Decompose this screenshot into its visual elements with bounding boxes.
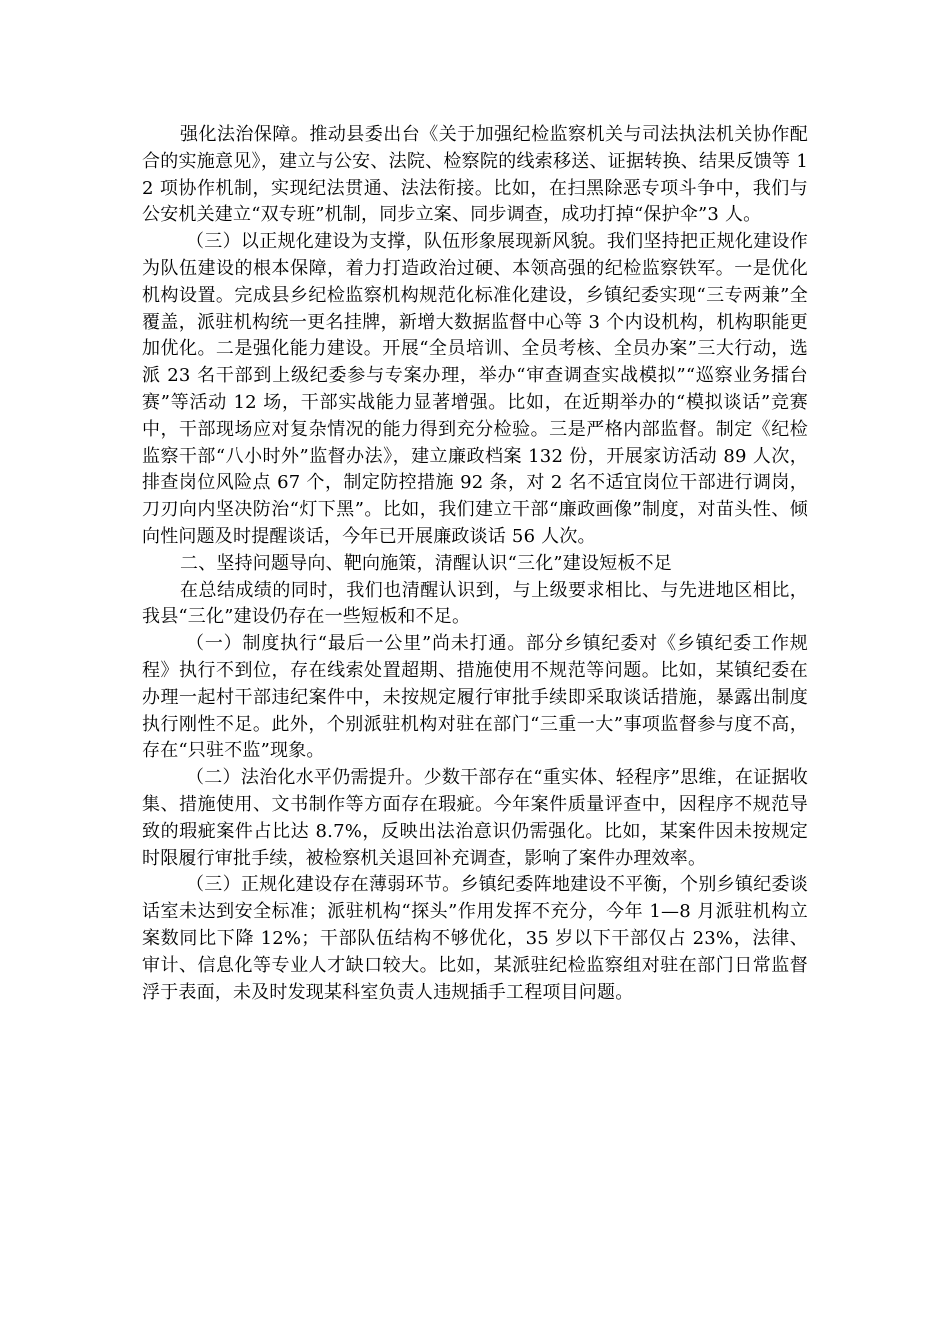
- paragraph-legal-guarantee: 强化法治保障。推动县委出台《关于加强纪检监察机关与司法执法机关协作配合的实施意见》，建立与公安、法院、检察院的线索移送、证据转换、结果反馈等 12 项协作机制，实现纪法贯通、法法衔接。比如，在扫黑除恶专项斗争中，我们与公安机关建立“双专班”机制，同步立案、同步调查，成功打掉“保护伞”3 人。: [142, 124, 808, 226]
- paragraph-institutional-execution: （一）制度执行“最后一公里”尚未打通。部分乡镇纪委对《乡镇纪委工作规程》执行不到位，存在线索处置超期、措施使用不规范等问题。比如，某镇纪委在办理一起村干部违纪案件中，未按规定履行审批手续即采取谈话措施，暴露出制度执行刚性不足。此外，个别派驻机构对驻在部门“三重一大”事项监督参与度不高，存在“只驻不监”现象。: [142, 633, 808, 762]
- paragraph-summary-shortcomings: 在总结成绩的同时，我们也清醒认识到，与上级要求相比、与先进地区相比，我县“三化”建设仍存在一些短板和不足。: [142, 579, 808, 628]
- paragraph-rule-of-law: （二）法治化水平仍需提升。少数干部存在“重实体、轻程序”思维，在证据收集、措施使用、文书制作等方面存在瑕疵。今年案件质量评查中，因程序不规范导致的瑕疵案件占比达 8.7%，反映出法治意识仍需强化。比如，某案件因未按规定时限履行审批手续，被检察机关退回补充调查，影响了案件办理效率。: [142, 767, 808, 869]
- paragraph-regularization: （三）以正规化建设为支撑，队伍形象展现新风貌。我们坚持把正规化建设作为队伍建设的根本保障，着力打造政治过硬、本领高强的纪检监察铁军。一是优化机构设置。完成县乡纪检监察机构规范化标准化建设，乡镇纪委实现“三专两兼”全覆盖，派驻机构统一更名挂牌，新增大数据监督中心等 3 个内设机构，机构职能更加优化。二是强化能力建设。开展“全员培训、全员考核、全员办案”三大行动，选派 23 名干部到上级纪委参与专案办理，举办“审查调查实战模拟”“巡察业务擂台赛”等活动 12 场，干部实战能力显著增强。比如，在近期举办的“模拟谈话”竞赛中，干部现场应对复杂情况的能力得到充分检验。三是严格内部监督。制定《纪检监察干部“八小时外”监督办法》，建立廉政档案 132 份，开展家访活动 89 人次，排查岗位风险点 67 个，制定防控措施 92 条，对 2 名不适宜岗位干部进行调岗，刀刃向内坚决防治“灯下黑”。比如，我们建立干部“廉政画像”制度，对苗头性、倾向性问题及时提醒谈话，今年已开展廉政谈话 56 人次。: [142, 231, 808, 547]
- paragraph-weak-links: （三）正规化建设存在薄弱环节。乡镇纪委阵地建设不平衡，个别乡镇纪委谈话室未达到安全标准；派驻机构“探头”作用发挥不充分，今年 1—8 月派驻机构立案数同比下降 12%；干部队伍结构不够优化，35 岁以下干部仅占 23%，法律、审计、信息化等专业人才缺口较大。比如，某派驻纪检监察组对驻在部门日常监督浮于表面，未及时发现某科室负责人违规插手工程项目问题。: [142, 874, 808, 1003]
- document-page: [142, 122, 808, 1006]
- section-heading-shortcomings: 二、坚持问题导向、靶向施策，清醒认识“三化”建设短板不足: [180, 552, 673, 574]
